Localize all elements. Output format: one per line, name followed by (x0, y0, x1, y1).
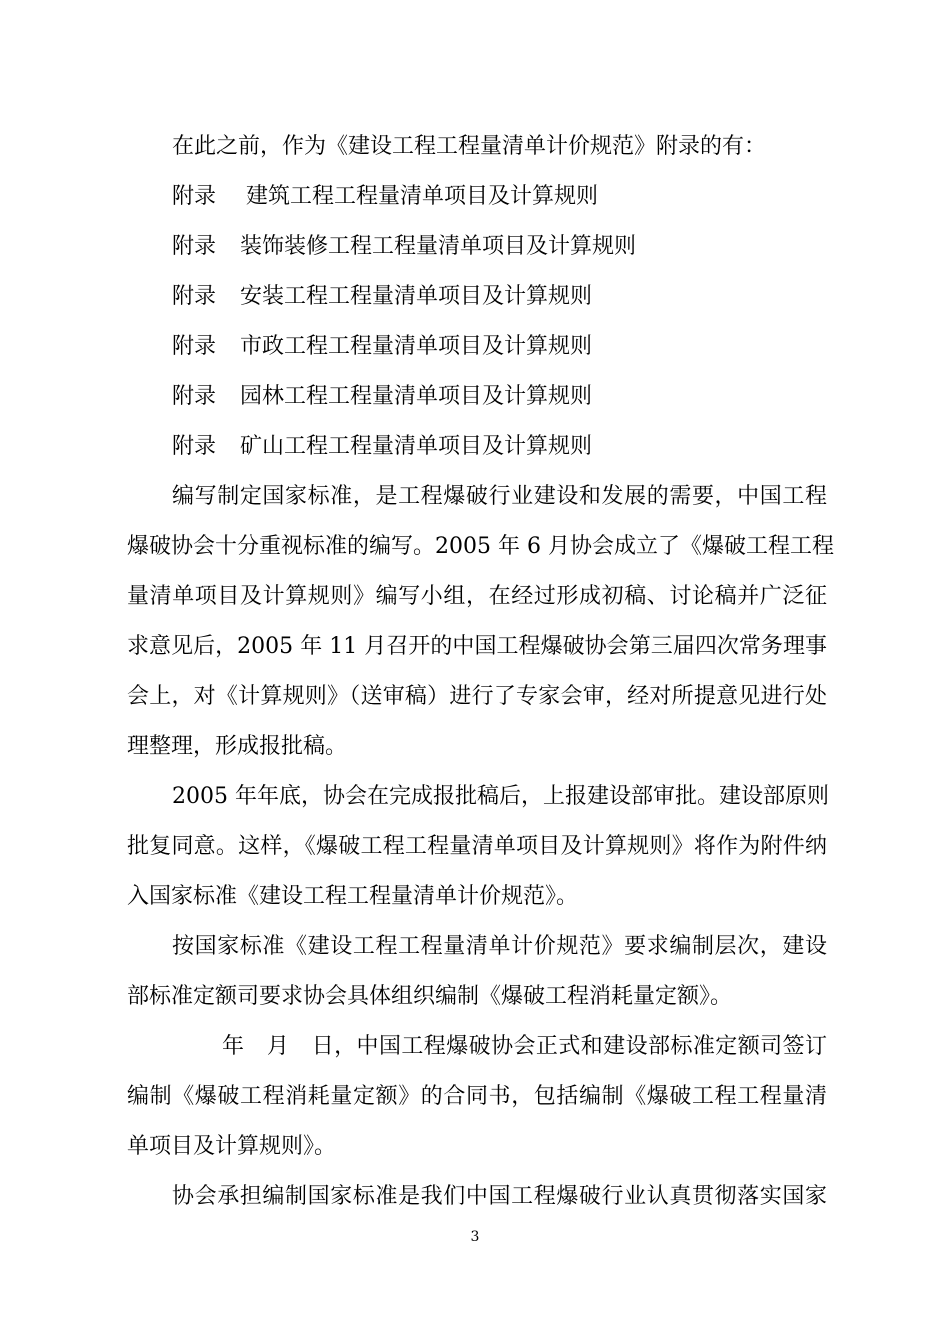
appendix-tag: 附录 (172, 284, 217, 309)
appendix-title: 安装工程工程量清单项目及计算规则 (240, 284, 593, 309)
appendix-tag: 附录 (172, 184, 217, 209)
intro-line: 在此之前，作为《建设工程工程量清单计价规范》附录的有： (172, 134, 767, 159)
paragraph-1-line: 编写制定国家标准，是工程爆破行业建设和发展的需要，中国工程 (172, 484, 827, 509)
appendix-item (172, 282, 592, 312)
appendix-tag: 附录 (172, 234, 217, 259)
page-number: 3 (470, 1229, 480, 1245)
paragraph-3-line: 部标准定额司要求协会具体组织编制《爆破工程消耗量定额》。 (127, 984, 733, 1009)
appendix-item (172, 182, 598, 212)
paragraph-1-line: 求意见后，2005 年 11 月召开的中国工程爆破协会第三届四次常务理事 (127, 634, 827, 659)
appendix-title: 市政工程工程量清单项目及计算规则 (240, 334, 593, 359)
appendix-tag: 附录 (172, 334, 217, 359)
paragraph-3-line: 按国家标准《建设工程工程量清单计价规范》要求编制层次，建设 (172, 934, 827, 959)
paragraph-1-line: 爆破协会十分重视标准的编写。2005 年 6 月协会成立了《爆破工程工程 (127, 534, 834, 559)
paragraph-2-line: 批复同意。这样，《爆破工程工程量清单项目及计算规则》将作为附件纳 (127, 834, 827, 859)
paragraph-5-line: 协会承担编制国家标准是我们中国工程爆破行业认真贯彻落实国家 (172, 1184, 827, 1209)
paragraph-1-line: 理整理，形成报批稿。 (127, 734, 348, 759)
paragraph-2-line: 2005 年年底，协会在完成报批稿后，上报建设部审批。建设部原则 (172, 784, 829, 809)
paragraph-4-line: 编制《爆破工程消耗量定额》的合同书，包括编制《爆破工程工程量清 (127, 1084, 827, 1109)
appendix-item (172, 232, 636, 262)
appendix-title: 矿山工程工程量清单项目及计算规则 (240, 434, 593, 459)
paragraph-1-line: 量清单项目及计算规则》编写小组，在经过形成初稿、讨论稿并广泛征 (127, 584, 827, 609)
appendix-item (172, 382, 592, 412)
appendix-tag: 附录 (172, 384, 217, 409)
paragraph-2-line: 入国家标准《建设工程工程量清单计价规范》。 (127, 884, 579, 909)
appendix-title: 装饰装修工程工程量清单项目及计算规则 (240, 234, 637, 259)
paragraph-4-line: 单项目及计算规则》。 (127, 1134, 337, 1159)
appendix-tag: 附录 (172, 434, 217, 459)
paragraph-4-line: 年 月 日，中国工程爆破协会正式和建设部标准定额司签订 (222, 1034, 827, 1059)
appendix-title: 建筑工程工程量清单项目及计算规则 (246, 184, 599, 209)
paragraph-1-line: 会上，对《计算规则》（送审稿）进行了专家会审，经对所提意见进行处 (127, 684, 827, 709)
appendix-item (172, 332, 592, 362)
appendix-item (172, 432, 592, 462)
appendix-title: 园林工程工程量清单项目及计算规则 (240, 384, 593, 409)
